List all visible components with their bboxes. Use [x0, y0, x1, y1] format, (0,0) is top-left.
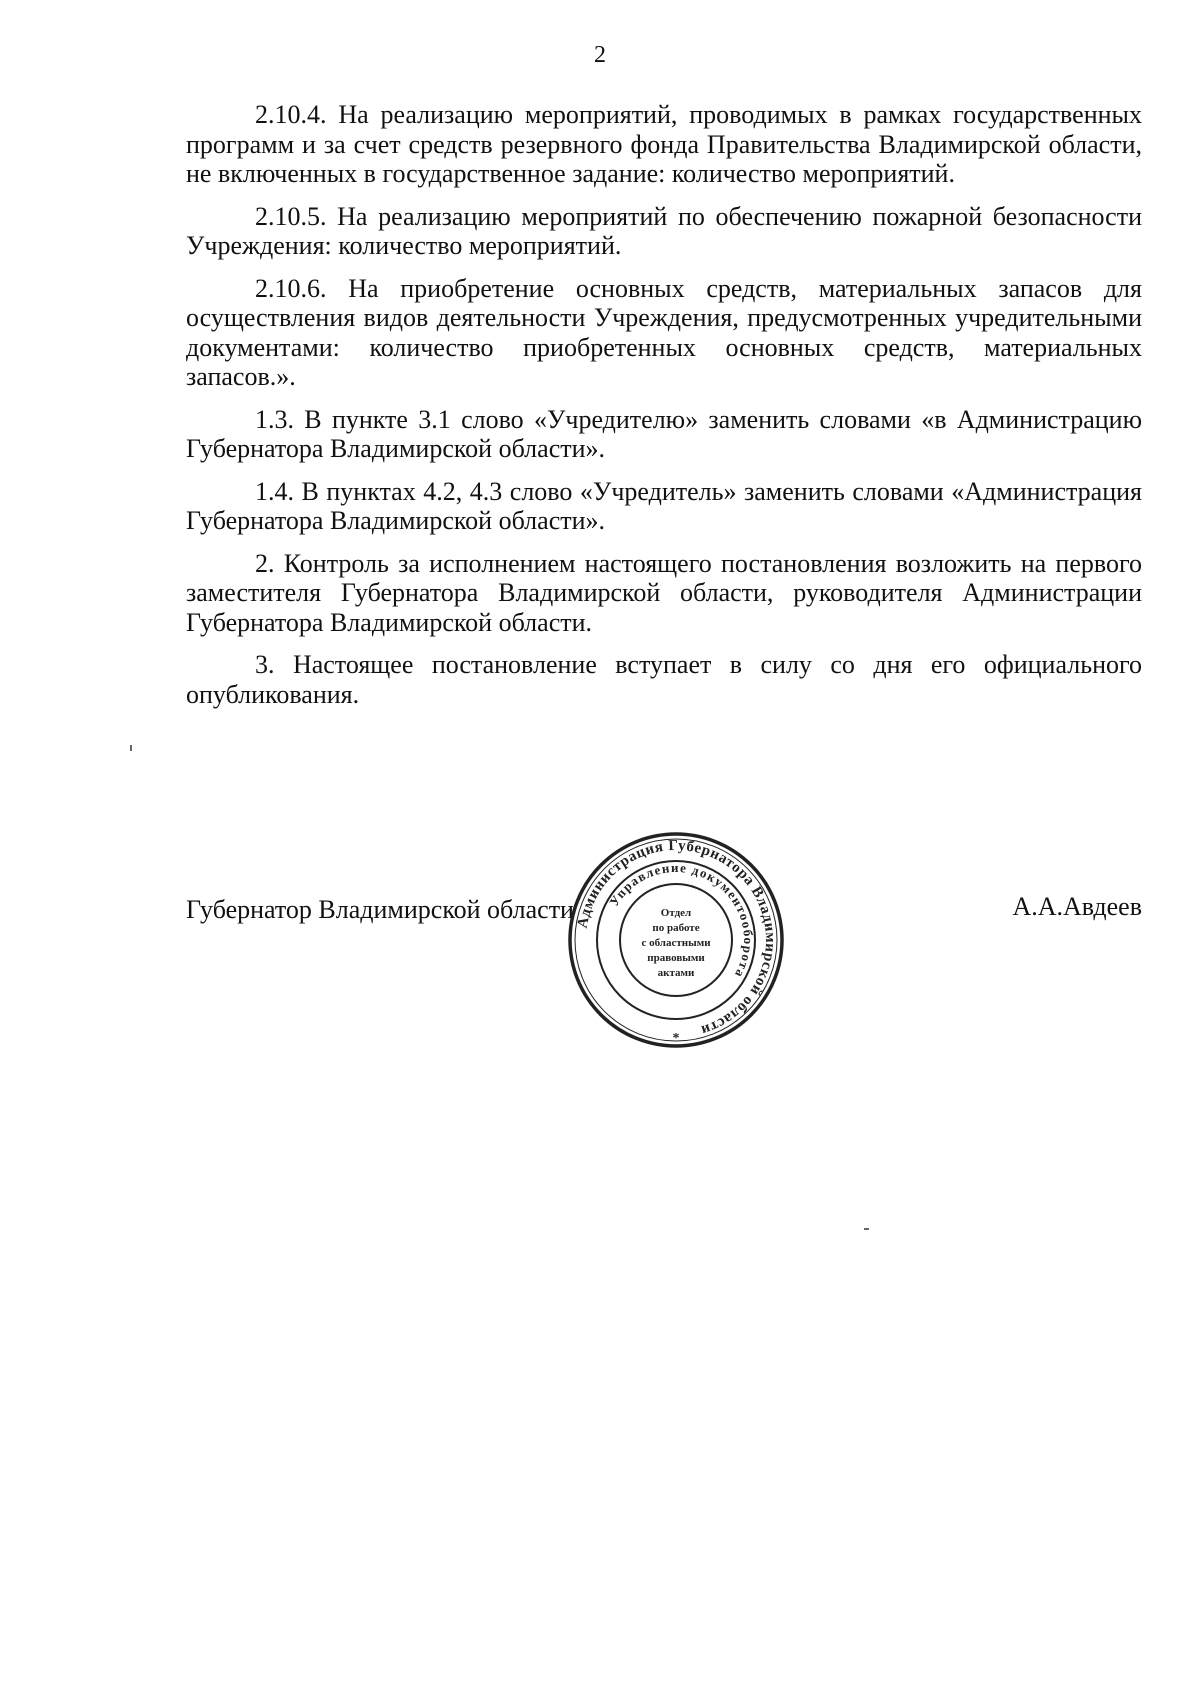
seal-inner-text: Управление документооборота	[606, 859, 757, 982]
signatory-title: Губернатор Владимирской области	[186, 895, 574, 924]
document-body	[186, 100, 1142, 722]
paragraph-1-4: 1.4. В пунктах 4.2, 4.3 слово «Учредитель» заменить словами «Администрация Губернатора Владимирской области».	[186, 476, 1142, 535]
paragraph-2-10-4: 2.10.4. На реализацию мероприятий, проводимых в рамках государственных программ и за счет средств резервного фонда Правительства Владимирской области, не включенных в государственное задание: количество мероприятий.	[186, 100, 1142, 188]
seal-center-line-1: Отдел	[660, 907, 692, 919]
seal-outer-text: Администрация Губернатора Владимирской области	[574, 837, 779, 1039]
paragraph-2: 2. Контроль за исполнением настоящего постановления возложить на первого заместителя Губернатора Владимирской области, руководителя Администрации Губернатора Владимирской области.	[186, 548, 1142, 637]
signatory-name: А.А.Авдеев	[1012, 892, 1142, 921]
paragraph-2-10-5: 2.10.5. На реализацию мероприятий по обеспечению пожарной безопасности Учреждения: количество мероприятий.	[186, 201, 1142, 260]
seal-star-mark: *	[672, 1031, 680, 1046]
official-seal	[566, 830, 786, 1050]
seal-center-line-2: по работе	[652, 922, 700, 934]
paragraph-1-3: 1.3. В пункте 3.1 слово «Учредителю» заменить словами «в Администрацию Губернатора Владимирской области».	[186, 404, 1142, 463]
seal-center-line-3: с областными	[641, 937, 711, 949]
paragraph-3: 3. Настоящее постановление вступает в силу со дня его официального опубликования.	[186, 650, 1142, 709]
seal-center-line-4: правовыми	[647, 952, 705, 964]
seal-center-line-5: актами	[657, 967, 695, 979]
page-number: 2	[594, 42, 606, 68]
paragraph-2-10-6: 2.10.6. На приобретение основных средств, материальных запасов для осуществления видов деятельности Учреждения, предусмотренных учредительными документами: количество приобретенных основных средств, материальных запасов.».	[186, 273, 1142, 391]
